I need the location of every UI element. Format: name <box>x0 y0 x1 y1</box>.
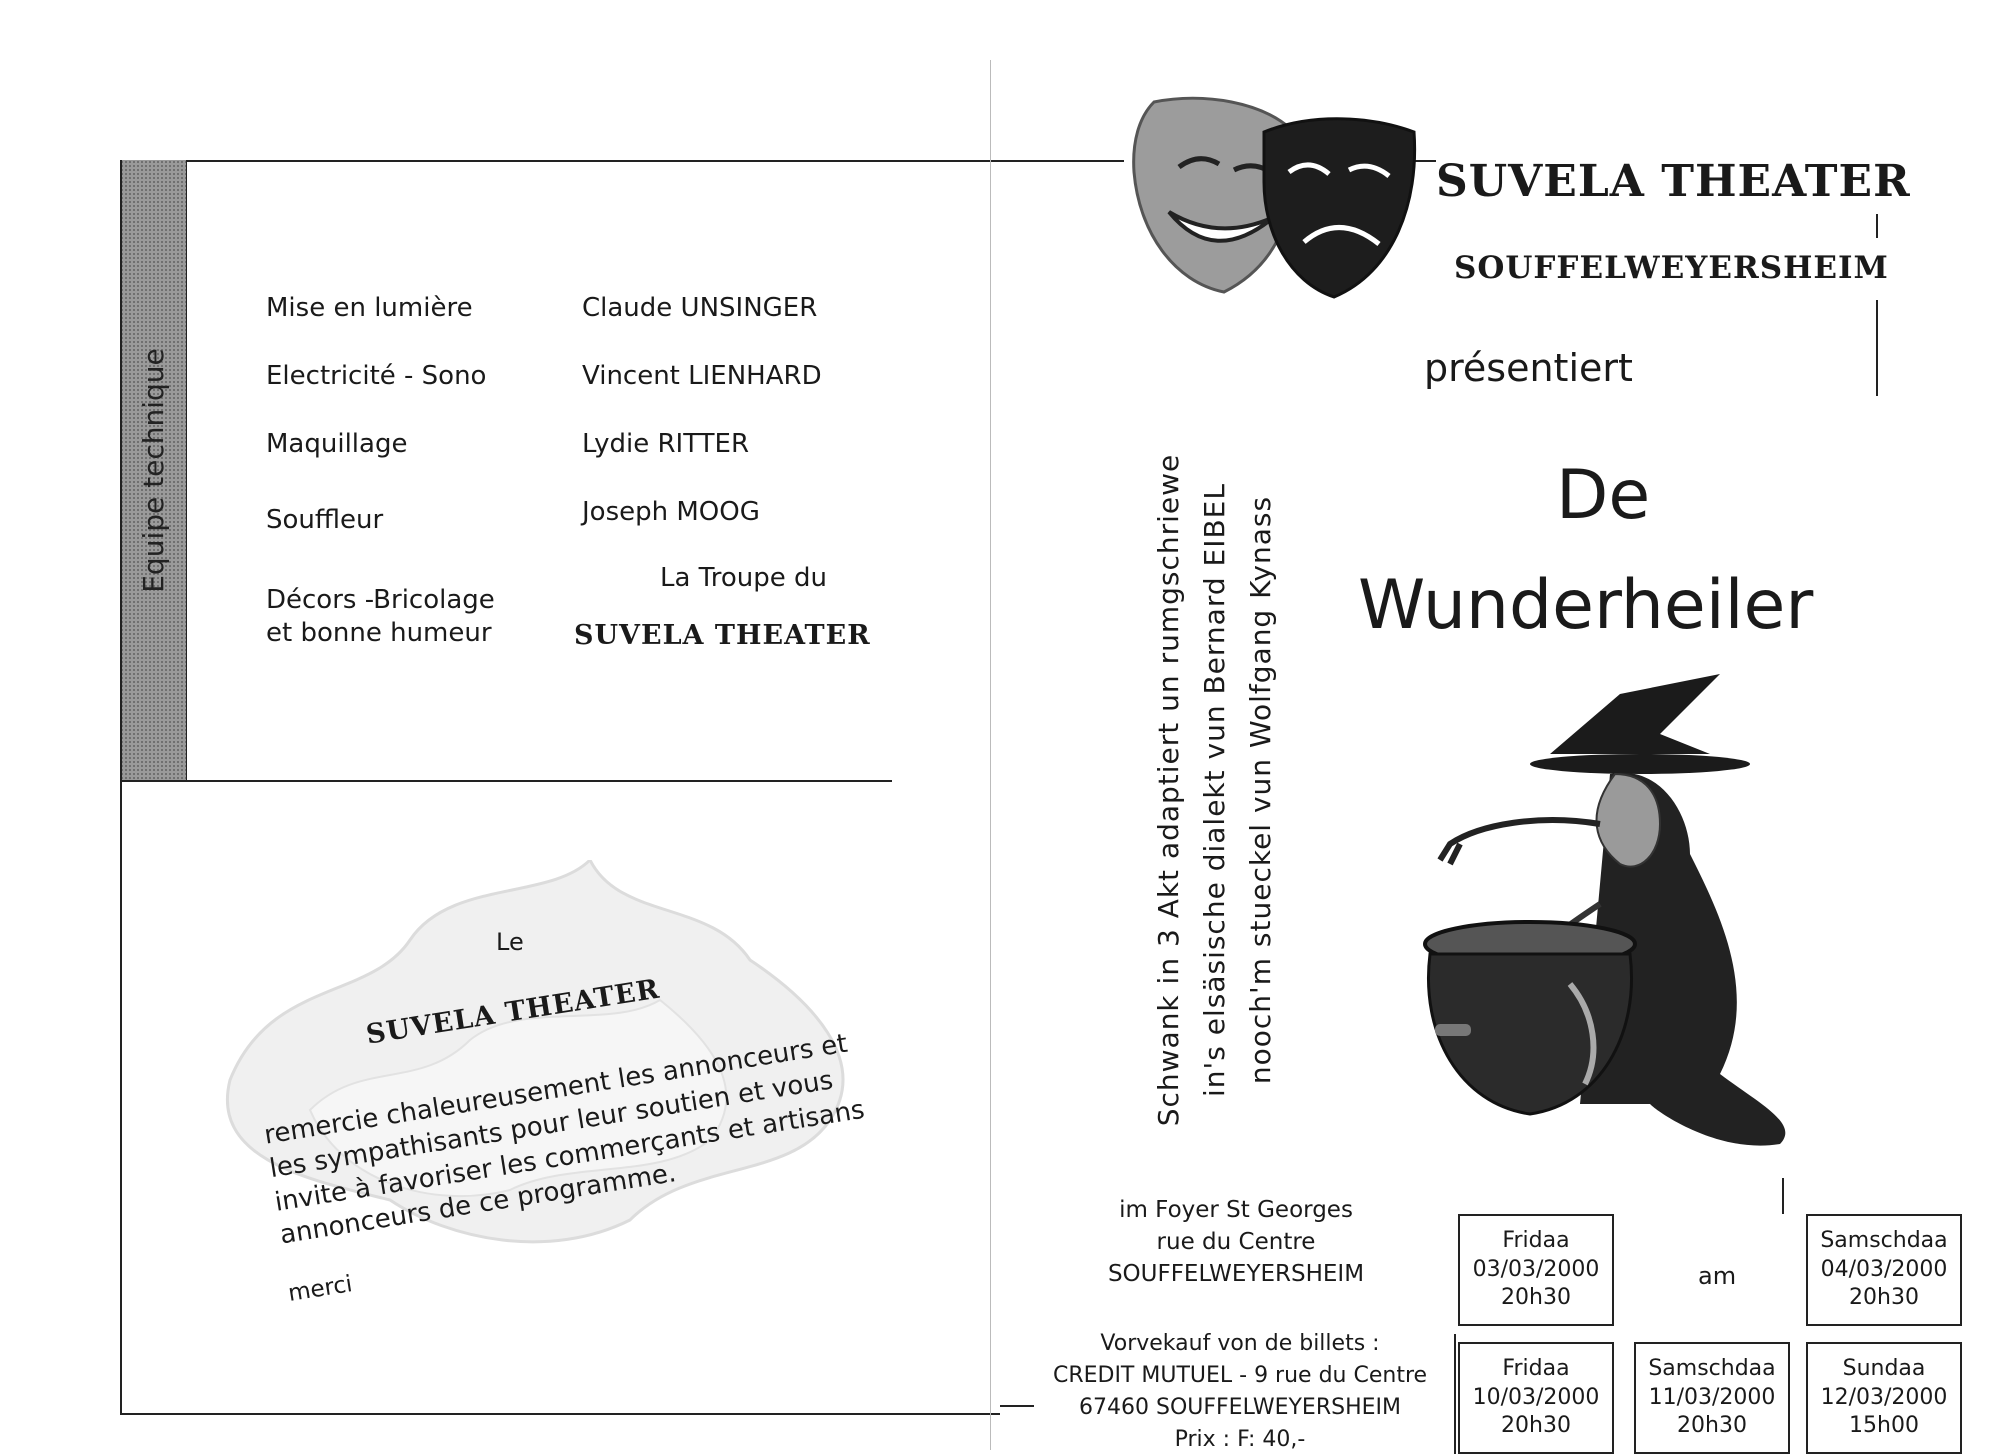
date-time: 20h30 <box>1501 1285 1571 1311</box>
venue-line3: SOUFFELWEYERSHEIM <box>1107 1261 1365 1288</box>
presale-line2: 67460 SOUFFELWEYERSHEIM <box>1079 1394 1401 1420</box>
decor-role-line1: Décors -Bricolage <box>266 585 495 615</box>
date-date: 11/03/2000 <box>1648 1384 1776 1410</box>
crew-role-3: Maquillage <box>266 429 408 459</box>
dates-top-tick <box>1782 1178 1784 1214</box>
credits-line-1: Schwank in 3 Akt adaptiert un rumgschriewe <box>1152 453 1185 1127</box>
header-vertical-tick <box>1876 214 1878 238</box>
thanks-text: remercie chaleureusement les annonceurs et les sympathisants pour leur soutien et vous invite à favoriser les commerçants et artisans annonceurs de ce programme. <box>262 1028 867 1251</box>
presale-title: Vorvekauf von de billets : <box>1100 1331 1380 1356</box>
thanks-theater: SUVELA THEATER <box>364 973 662 1051</box>
troupe-name: SUVELA THEATER <box>1436 156 1911 207</box>
top-frame-line <box>186 160 1122 162</box>
date-day: Samschdaa <box>1648 1356 1776 1382</box>
footer-left-tick <box>1000 1405 1034 1407</box>
credits-line-3: nooch'm stueckel vun Wolfgang Kynass <box>1244 495 1277 1085</box>
thanks-le: Le <box>496 928 524 956</box>
crew-role-4: Souffleur <box>266 505 384 535</box>
crew-role-1: Mise en lumière <box>266 293 473 323</box>
date-box-4 <box>1634 1342 1790 1454</box>
crew-name-4: Joseph MOOG <box>582 497 760 527</box>
date-box-2 <box>1806 1214 1962 1326</box>
venue-info <box>1066 1194 1406 1291</box>
crew-name-3: Lydie RITTER <box>582 429 750 459</box>
credits-rotated <box>1130 420 1300 1160</box>
thanks-merci: merci <box>286 1271 355 1307</box>
date-date: 10/03/2000 <box>1472 1384 1600 1410</box>
date-box-5 <box>1806 1342 1962 1454</box>
date-box-1 <box>1458 1214 1614 1326</box>
date-time: 20h30 <box>1501 1413 1571 1439</box>
date-day: Sundaa <box>1842 1356 1926 1382</box>
date-time: 15h00 <box>1849 1413 1919 1439</box>
bottom-frame-line <box>120 1413 1000 1415</box>
date-day: Fridaa <box>1502 1356 1570 1382</box>
crew-name-1: Claude UNSINGER <box>582 293 818 323</box>
date-date: 03/03/2000 <box>1472 1256 1600 1282</box>
theater-masks-icon <box>1124 92 1424 302</box>
troupe-town: SOUFFELWEYERSHEIM <box>1454 250 1889 286</box>
price-label: Prix : F: 40,- <box>1174 1426 1306 1452</box>
presents-label: présentiert <box>1424 346 1633 390</box>
dates-left-bracket <box>1454 1334 1456 1454</box>
fold-line <box>990 60 991 1450</box>
decor-name-line1: La Troupe du <box>660 563 827 593</box>
date-day: Samschdaa <box>1820 1228 1948 1254</box>
crew-role-2: Electricité - Sono <box>266 361 487 391</box>
middle-divider <box>120 780 892 782</box>
crew-name-2: Vincent LIENHARD <box>582 361 822 391</box>
decor-name-line2: SUVELA THEATER <box>574 620 871 651</box>
date-day: Fridaa <box>1502 1228 1570 1254</box>
play-title-line2: Wunderheiler <box>1358 566 1814 645</box>
presale-line1: CREDIT MUTUEL - 9 rue du Centre <box>1052 1362 1428 1388</box>
date-box-3 <box>1458 1342 1614 1454</box>
left-frame-line <box>120 160 122 1415</box>
header-vertical-line <box>1876 300 1878 396</box>
date-date: 04/03/2000 <box>1820 1256 1948 1282</box>
am-label: am <box>1698 1262 1737 1290</box>
decor-role <box>266 584 495 649</box>
decor-role-line2: et bonne humeur <box>266 617 492 648</box>
venue-line1: im Foyer St Georges <box>1119 1197 1353 1223</box>
band-border <box>186 160 187 780</box>
date-time: 20h30 <box>1677 1413 1747 1439</box>
venue-line2: rue du Centre <box>1156 1229 1316 1256</box>
date-date: 12/03/2000 <box>1820 1384 1948 1410</box>
sidebar-title: Equipe technique <box>136 347 170 593</box>
header-left-line <box>1000 160 1124 162</box>
witch-cauldron-icon <box>1420 674 1800 1174</box>
sidebar-title-wrap <box>120 160 186 780</box>
date-time: 20h30 <box>1849 1285 1919 1311</box>
credits-line-2: in's elsäsische dialekt vun Bernard EIBEL <box>1198 483 1231 1097</box>
play-title-line1: De <box>1556 456 1651 535</box>
presale-info <box>1040 1328 1440 1456</box>
